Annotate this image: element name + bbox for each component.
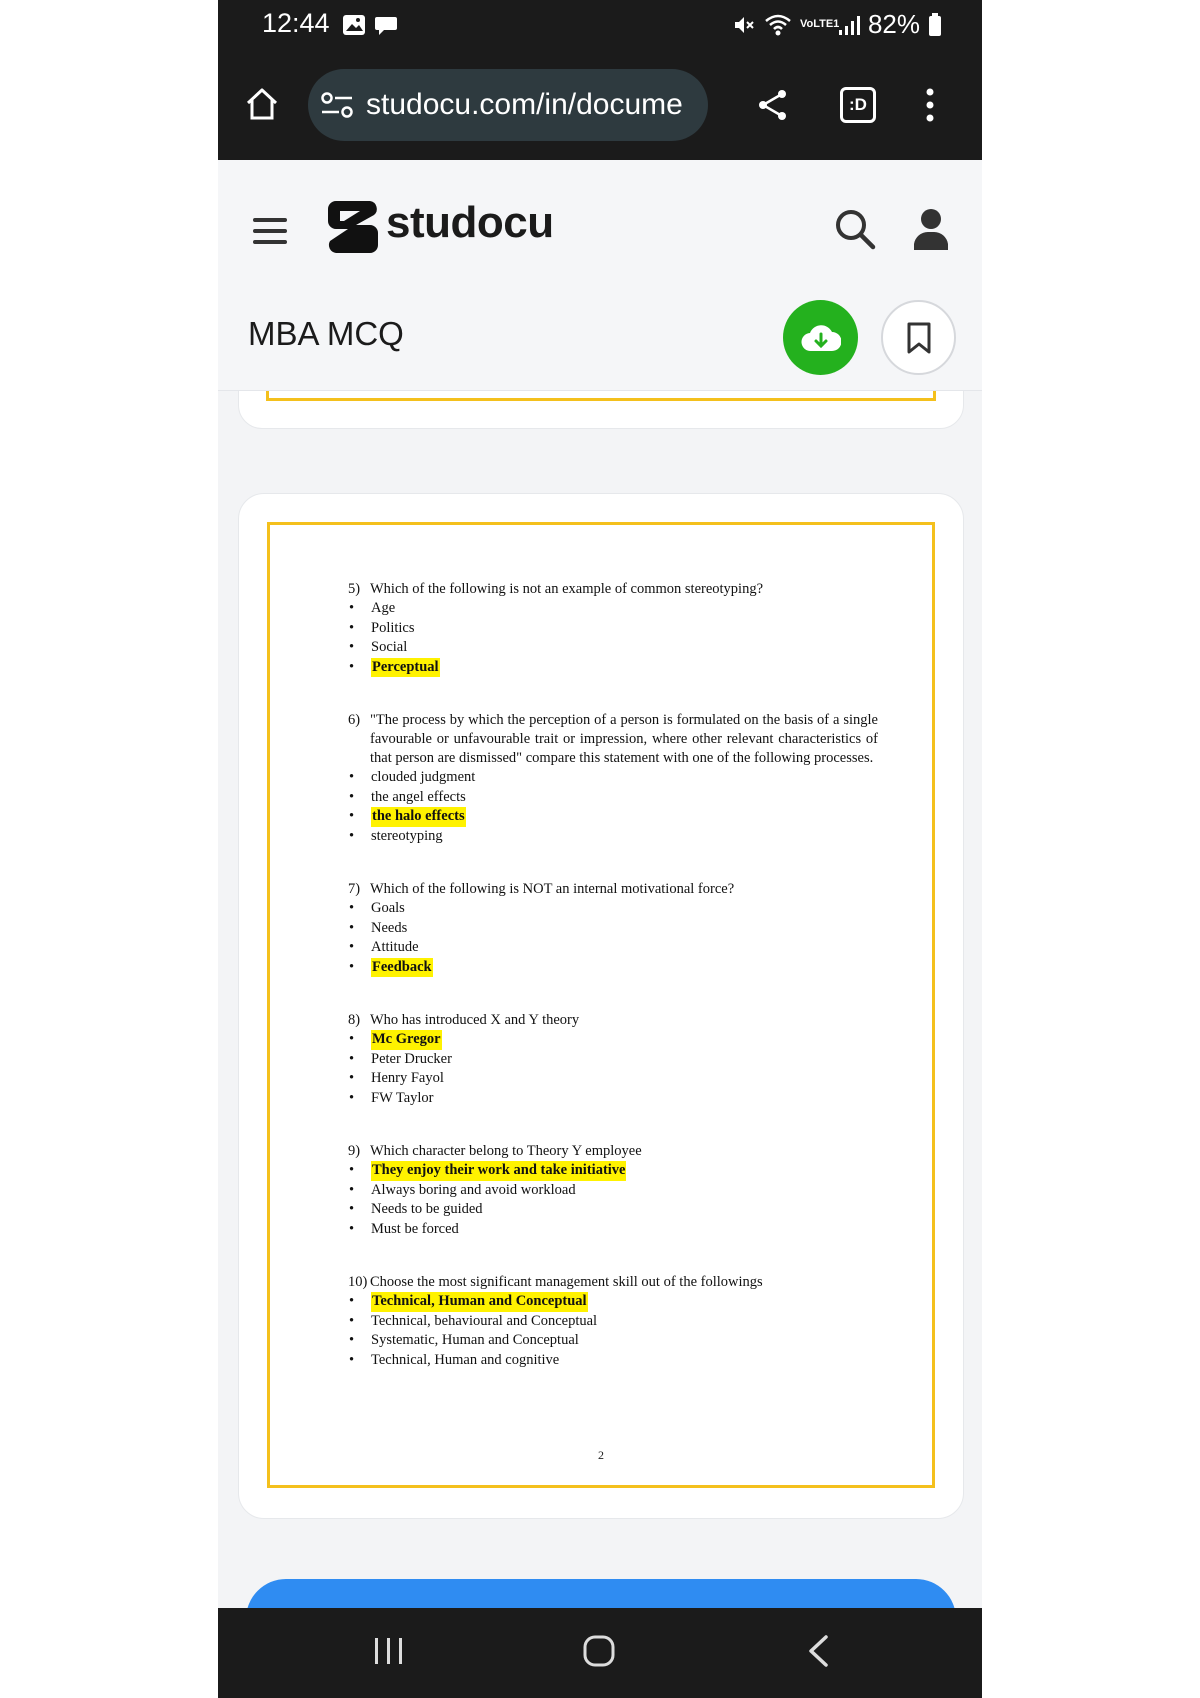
option (348, 1200, 878, 1220)
question-number: 6) (348, 712, 361, 728)
option-answer (348, 1292, 878, 1312)
mute-icon (732, 13, 756, 37)
option-text: Must be forced (371, 1220, 459, 1237)
previous-page-card (238, 391, 964, 429)
question-stem (348, 580, 878, 599)
question-stem (348, 880, 878, 899)
question-9 (348, 1142, 878, 1239)
option-answer (348, 807, 878, 827)
option-answer (348, 958, 878, 978)
bullet: • (349, 939, 355, 955)
page-content (348, 580, 878, 1404)
question-text: Which character belong to Theory Y employee (370, 1143, 642, 1159)
question-8 (348, 1011, 878, 1108)
document-page (267, 522, 935, 1488)
bullet: • (349, 658, 355, 675)
tab-count: :D (849, 95, 867, 114)
option (348, 638, 878, 658)
bullet: • (349, 1312, 355, 1329)
question-10 (348, 1273, 878, 1370)
bullet: • (349, 1070, 355, 1086)
option-text: stereotyping (371, 827, 443, 844)
bullet: • (349, 1031, 355, 1047)
bullet: • (349, 808, 355, 824)
question-5 (348, 580, 878, 677)
option (348, 768, 878, 788)
options-list (348, 768, 878, 846)
option-text: Social (371, 639, 408, 655)
site-header (218, 160, 982, 391)
previous-page (266, 391, 936, 401)
studocu-logo-icon[interactable] (322, 197, 382, 257)
option-text: Goals (371, 900, 405, 916)
option (348, 1181, 878, 1201)
system-nav-bar (218, 1608, 982, 1698)
option (348, 1069, 878, 1089)
option-answer (348, 1161, 878, 1181)
more-vert-icon[interactable] (924, 86, 936, 124)
home-icon[interactable] (244, 86, 280, 122)
option-text: Needs to be guided (371, 1201, 483, 1217)
bullet: • (349, 1332, 355, 1348)
recent-apps-icon[interactable] (373, 1634, 405, 1668)
question-number: 10) (348, 1274, 368, 1290)
option (348, 1331, 878, 1351)
highlighted-answer-text: Feedback (371, 958, 433, 978)
bullet: • (349, 1050, 355, 1067)
option (348, 899, 878, 919)
share-icon[interactable] (756, 88, 790, 122)
back-icon[interactable] (806, 1634, 830, 1668)
question-number: 8) (348, 1012, 361, 1028)
question-text: Choose the most significant management skill out of the followings (370, 1274, 763, 1290)
bullet: • (349, 958, 355, 975)
bookmark-icon (906, 322, 932, 354)
highlighted-answer-text: Technical, Human and Conceptual (371, 1292, 588, 1312)
option (348, 788, 878, 808)
option (348, 1351, 878, 1371)
signal-icon (838, 14, 860, 36)
option-text: Henry Fayol (371, 1070, 444, 1086)
network-label: VoLTE1 (799, 18, 840, 30)
user-icon[interactable] (912, 208, 950, 250)
question-7 (348, 880, 878, 977)
option-text: Always boring and avoid workload (371, 1181, 576, 1198)
bullet: • (349, 1351, 355, 1368)
question-number: 5) (348, 581, 361, 597)
highlighted-answer-text: Perceptual (371, 658, 440, 678)
bullet: • (349, 769, 355, 785)
document-viewer[interactable] (218, 391, 982, 1608)
option-answer (348, 1030, 878, 1050)
question-text: Which of the following is not an example of common stereotyping? (370, 581, 764, 597)
option-text: Technical, Human and cognitive (371, 1351, 560, 1368)
question-6 (348, 711, 878, 846)
bullet: • (349, 1220, 355, 1237)
option (348, 1312, 878, 1332)
option-text: Peter Drucker (371, 1050, 452, 1067)
option-text: Age (371, 600, 396, 616)
option (348, 619, 878, 639)
option-text: the angel effects (371, 788, 466, 805)
option (348, 599, 878, 619)
bookmark-button[interactable] (881, 300, 956, 375)
question-stem (348, 711, 878, 768)
options-list (348, 899, 878, 977)
option-text: clouded judgment (371, 769, 476, 785)
option (348, 938, 878, 958)
document-page-card (238, 493, 964, 1519)
bullet: • (349, 1089, 355, 1106)
battery-percentage: 82% (867, 9, 920, 39)
question-stem (348, 1011, 878, 1030)
question-number: 7) (348, 881, 361, 897)
option-text: FW Taylor (371, 1089, 434, 1106)
home-nav-icon[interactable] (582, 1634, 616, 1668)
status-time: 12:44 (262, 8, 330, 38)
option (348, 1089, 878, 1109)
bullet: • (349, 600, 355, 616)
option (348, 1050, 878, 1070)
question-text: "The process by which the perception of a person is formulated on the basis of a single favourable or unfavourable trait or impression, where other relevant characteristics of that person are dismissed" compare this statement with one of the following processes. (370, 712, 878, 766)
chat-bubble-icon (374, 14, 398, 36)
options-list (348, 1292, 878, 1370)
image-icon (342, 14, 366, 36)
browser-toolbar (218, 52, 982, 160)
bullet: • (349, 788, 355, 805)
page-number: 2 (598, 1448, 604, 1462)
option (348, 919, 878, 939)
options-list (348, 1030, 878, 1108)
option-text: Attitude (371, 939, 419, 955)
bullet: • (349, 639, 355, 655)
studocu-logo[interactable]: studocu (386, 198, 554, 247)
address-bar[interactable] (308, 69, 708, 141)
blue-banner[interactable] (246, 1579, 956, 1608)
bullet: • (349, 919, 355, 936)
option-answer (348, 658, 878, 678)
question-number: 9) (348, 1143, 361, 1159)
options-list (348, 599, 878, 677)
status-bar (218, 0, 982, 52)
options-list (348, 1161, 878, 1239)
bullet: • (349, 1201, 355, 1217)
option-text: Systematic, Human and Conceptual (371, 1332, 579, 1348)
option (348, 827, 878, 847)
option-text: Needs (371, 919, 408, 936)
battery-icon (928, 13, 942, 37)
bullet: • (349, 827, 355, 844)
hamburger-menu-icon[interactable] (253, 216, 289, 246)
bullet: • (349, 1293, 355, 1309)
option-text: Technical, behavioural and Conceptual (371, 1312, 598, 1329)
question-text: Which of the following is NOT an internal motivational force? (370, 881, 735, 897)
phone-screen (218, 0, 982, 1698)
tab-switcher-icon[interactable] (840, 87, 876, 123)
highlighted-answer-text: They enjoy their work and take initiative (371, 1161, 626, 1181)
bullet: • (349, 619, 355, 636)
question-stem (348, 1142, 878, 1161)
bullet: • (349, 900, 355, 916)
search-icon[interactable] (834, 208, 876, 250)
download-button[interactable] (783, 300, 858, 375)
option-text: Politics (371, 619, 415, 636)
url-text[interactable]: studocu.com/in/docume (366, 88, 683, 121)
question-text: Who has introduced X and Y theory (370, 1012, 580, 1028)
page-title: MBA MCQ (248, 315, 404, 352)
highlighted-answer-text: the halo effects (371, 807, 466, 827)
option (348, 1220, 878, 1240)
wifi-icon (764, 13, 792, 37)
bullet: • (349, 1181, 355, 1198)
question-stem (348, 1273, 878, 1292)
cloud-download-icon (801, 323, 841, 353)
bullet: • (349, 1162, 355, 1178)
site-info-icon[interactable] (320, 90, 354, 120)
highlighted-answer-text: Mc Gregor (371, 1030, 442, 1050)
